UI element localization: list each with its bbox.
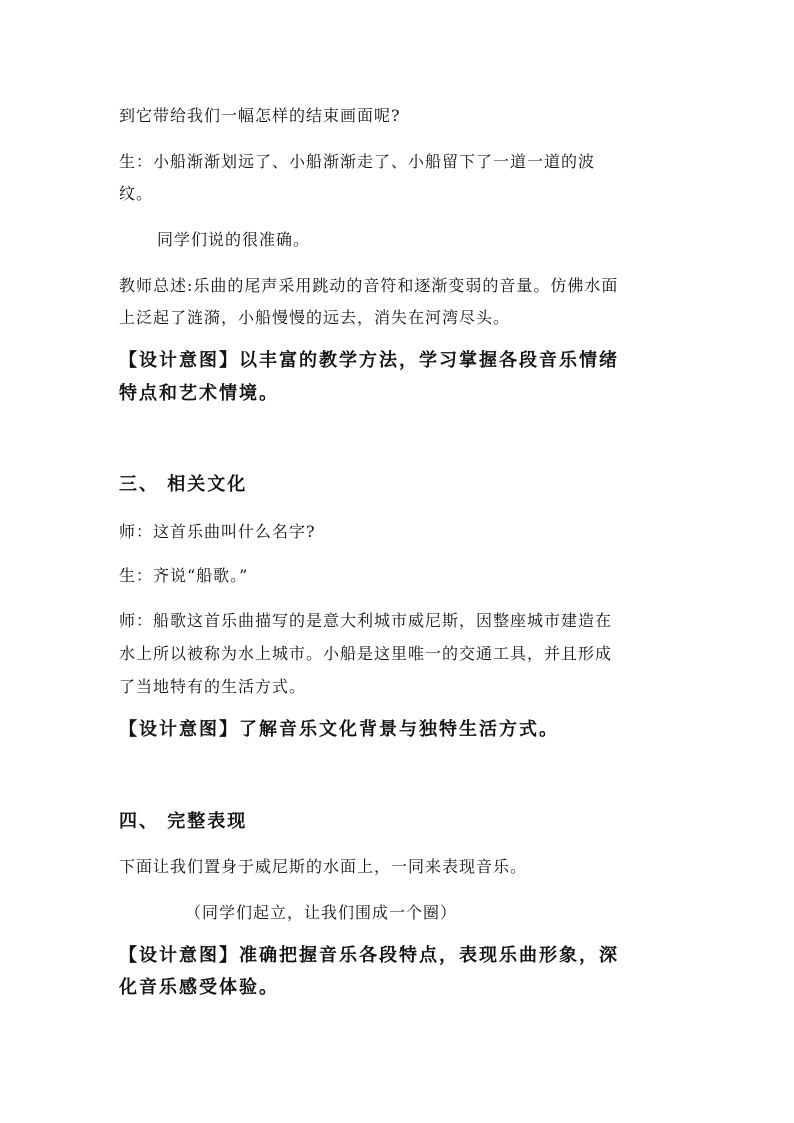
design-intent: 【设计意图】了解音乐文化背景与独特生活方式。 (119, 719, 559, 740)
text-line: 了当地特有的生活方式。 (119, 677, 307, 696)
design-intent: 特点和艺术情境。 (119, 383, 279, 404)
text-line: 上泛起了涟漪，小船慢慢的远去，消失在河湾尽头。 (119, 308, 511, 327)
section-heading: 四、 完整表现 (119, 811, 248, 832)
text-line: 到它带给我们一幅怎样的结束画面呢? (119, 106, 401, 125)
text-line: 同学们说的很准确。 (157, 230, 311, 249)
design-intent: 【设计意图】以丰富的教学方法，学习掌握各段音乐情绪 (119, 350, 619, 371)
text-line: 师：这首乐曲叫什么名字? (119, 522, 316, 541)
text-line: 纹。 (119, 184, 154, 203)
design-intent: 化音乐感受体验。 (119, 977, 279, 998)
design-intent: 【设计意图】准确把握音乐各段特点，表现乐曲形象，深 (119, 945, 619, 966)
text-line: 下面让我们置身于威尼斯的水面上，一同来表现音乐。 (119, 857, 528, 876)
text-line: （同学们起立，让我们围成一个圈） (185, 903, 458, 922)
text-line: 生：齐说“船歌。” (119, 566, 249, 585)
section-heading: 三、 相关文化 (119, 474, 248, 495)
text-line: 教师总述:乐曲的尾声采用跳动的音符和逐渐变弱的音量。仿佛水面 (119, 276, 619, 295)
text-line: 生：小船渐渐划远了、小船渐渐走了、小船留下了一道一道的波 (119, 152, 596, 171)
text-line: 水上所以被称为水上城市。小船是这里唯一的交通工具，并且形成 (119, 644, 613, 663)
text-line: 师：船歌这首乐曲描写的是意大利城市威尼斯，因整座城市建造在 (119, 611, 613, 630)
